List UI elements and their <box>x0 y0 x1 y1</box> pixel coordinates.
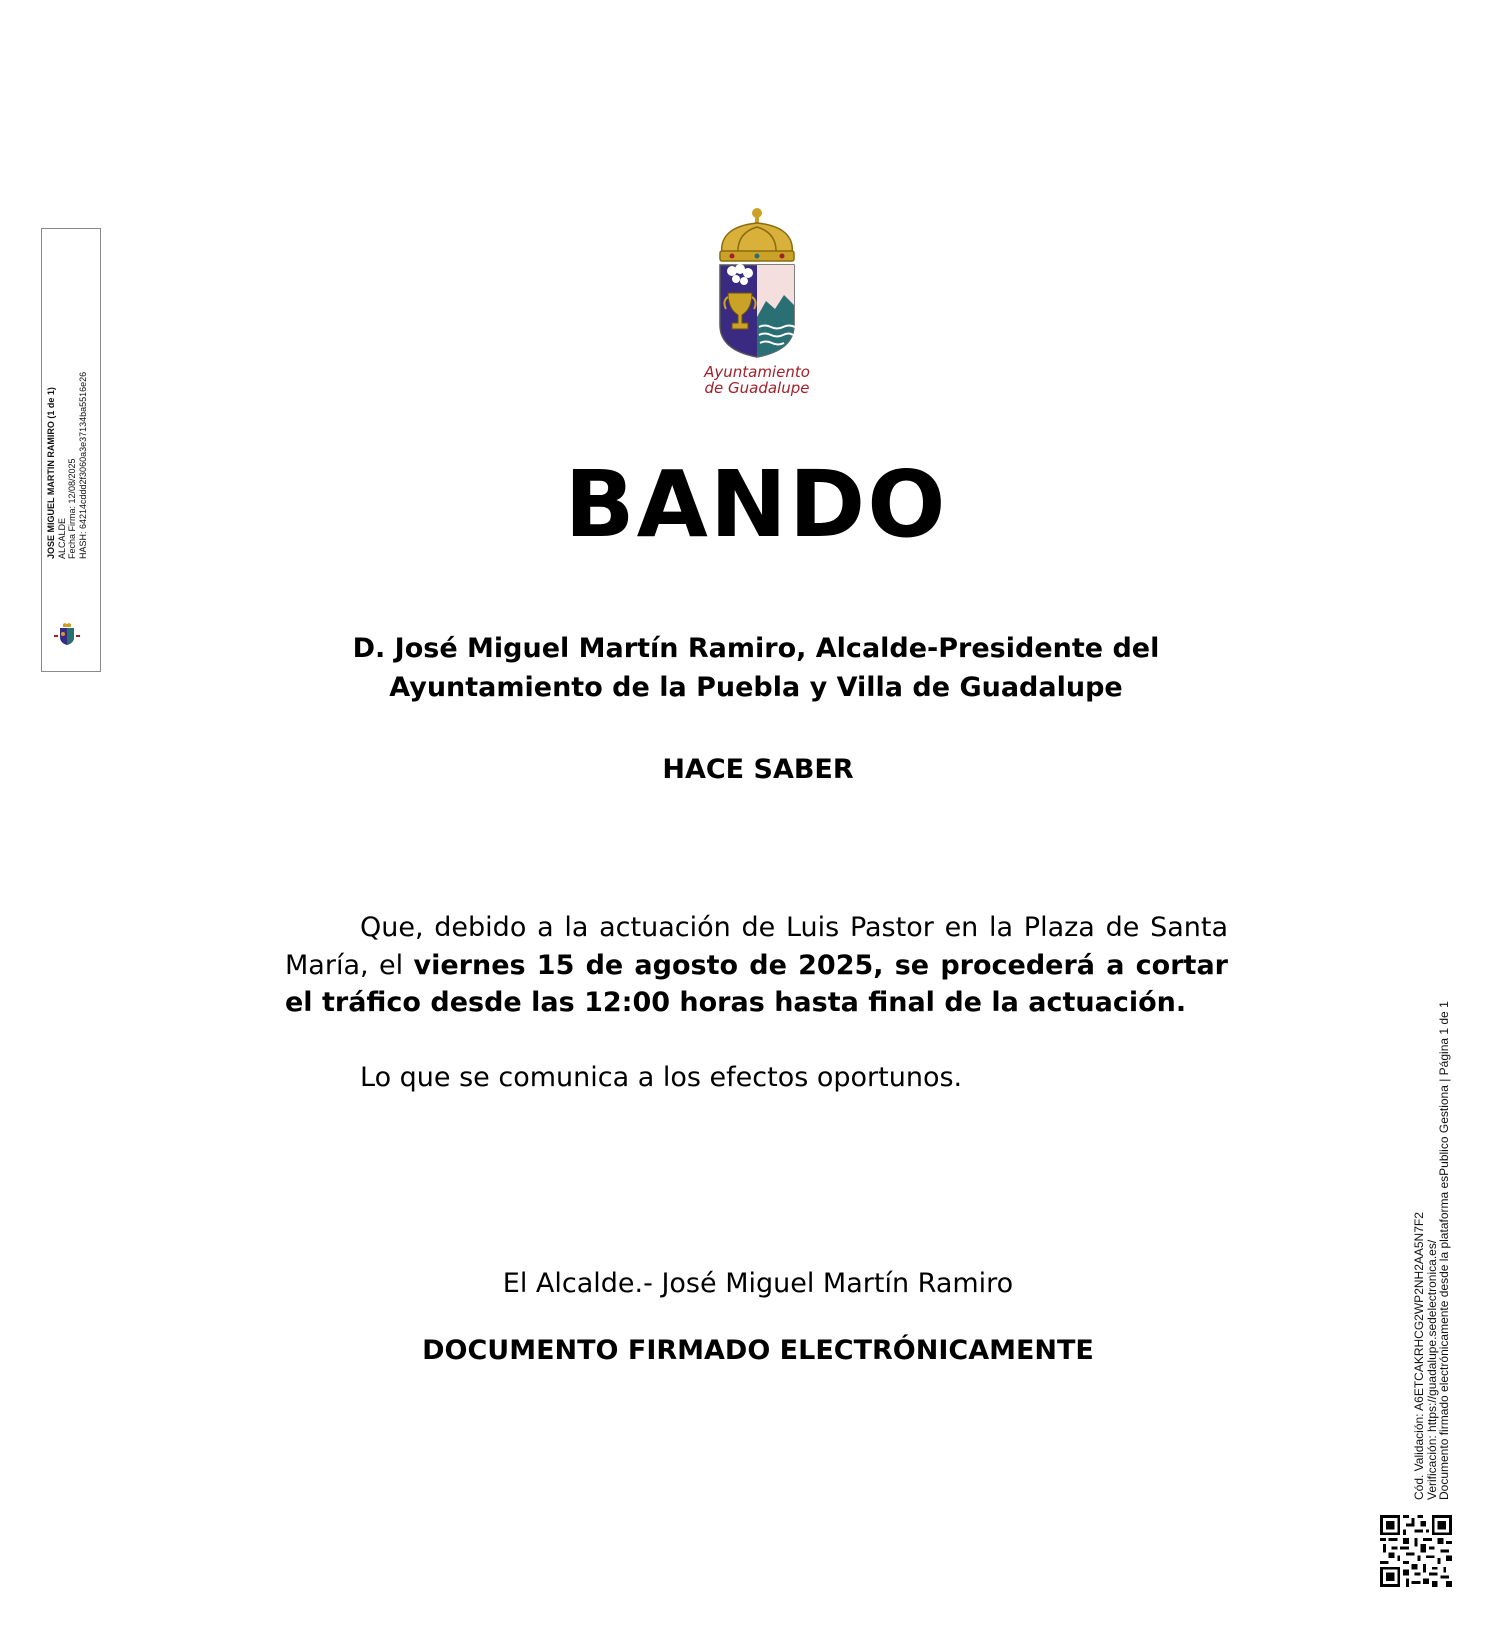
signer-line: JOSE MIGUEL MARTIN RAMIRO (1 de 1) <box>46 387 56 559</box>
mayor-heading <box>256 629 1256 707</box>
verification-url[interactable]: Verificación: https://guadalupe.sedelectronica.es/ <box>1424 1239 1439 1500</box>
announcement-paragraph-2: Lo que se comunica a los efectos oportunos. <box>360 1061 963 1093</box>
crest-caption-line2: de Guadalupe <box>704 379 810 397</box>
verification-text <box>1413 1001 1451 1500</box>
signed-electronically-note: DOCUMENTO FIRMADO ELECTRÓNICAMENTE <box>422 1335 1094 1366</box>
crown-icon <box>720 208 794 261</box>
announcement-paragraph-1 <box>285 909 1228 1022</box>
crest-caption-line1: Ayuntamiento <box>704 363 810 381</box>
announcement-body <box>285 909 1228 1096</box>
paragraph-1-plain: Que, debido a la actuación de Luis Pastor en la Plaza de Santa María, el <box>285 912 1228 981</box>
coat-of-arms-logo <box>680 205 834 403</box>
mini-crest-icon <box>52 622 82 646</box>
mayor-heading-line1: D. José Miguel Martín Ramiro, Alcalde-Presidente del <box>352 633 1160 664</box>
signature-hash: HASH: 64214cddd2f3060a3e37134ba5516e26 <box>77 371 88 559</box>
signer-line-footer: El Alcalde.- José Miguel Martín Ramiro <box>502 1268 1014 1299</box>
signer-role: ALCALDE <box>56 517 67 559</box>
paragraph-1-bold: viernes 15 de agosto de 2025, se procederá a cortar el tráfico desde las 12:00 horas hasta final de la actuación. <box>285 949 1228 1018</box>
signature-date: Fecha Firma: 12/08/2025 <box>67 458 77 559</box>
validation-code: Cód. Validación: A6ETCAKRHCG2WP2NH2AA5N7F2 <box>1412 1212 1426 1500</box>
platform-note: Documento firmado electrónicamente desde la plataforma esPublico Gestiona | Página 1 de 1 <box>1437 1001 1451 1500</box>
document-title: BANDO <box>564 451 948 558</box>
mayor-heading-line2: Ayuntamiento de la Puebla y Villa de Guadalupe <box>389 672 1123 703</box>
hace-saber-heading: HACE SABER <box>662 754 854 785</box>
qr-code-icon[interactable] <box>1380 1515 1452 1587</box>
